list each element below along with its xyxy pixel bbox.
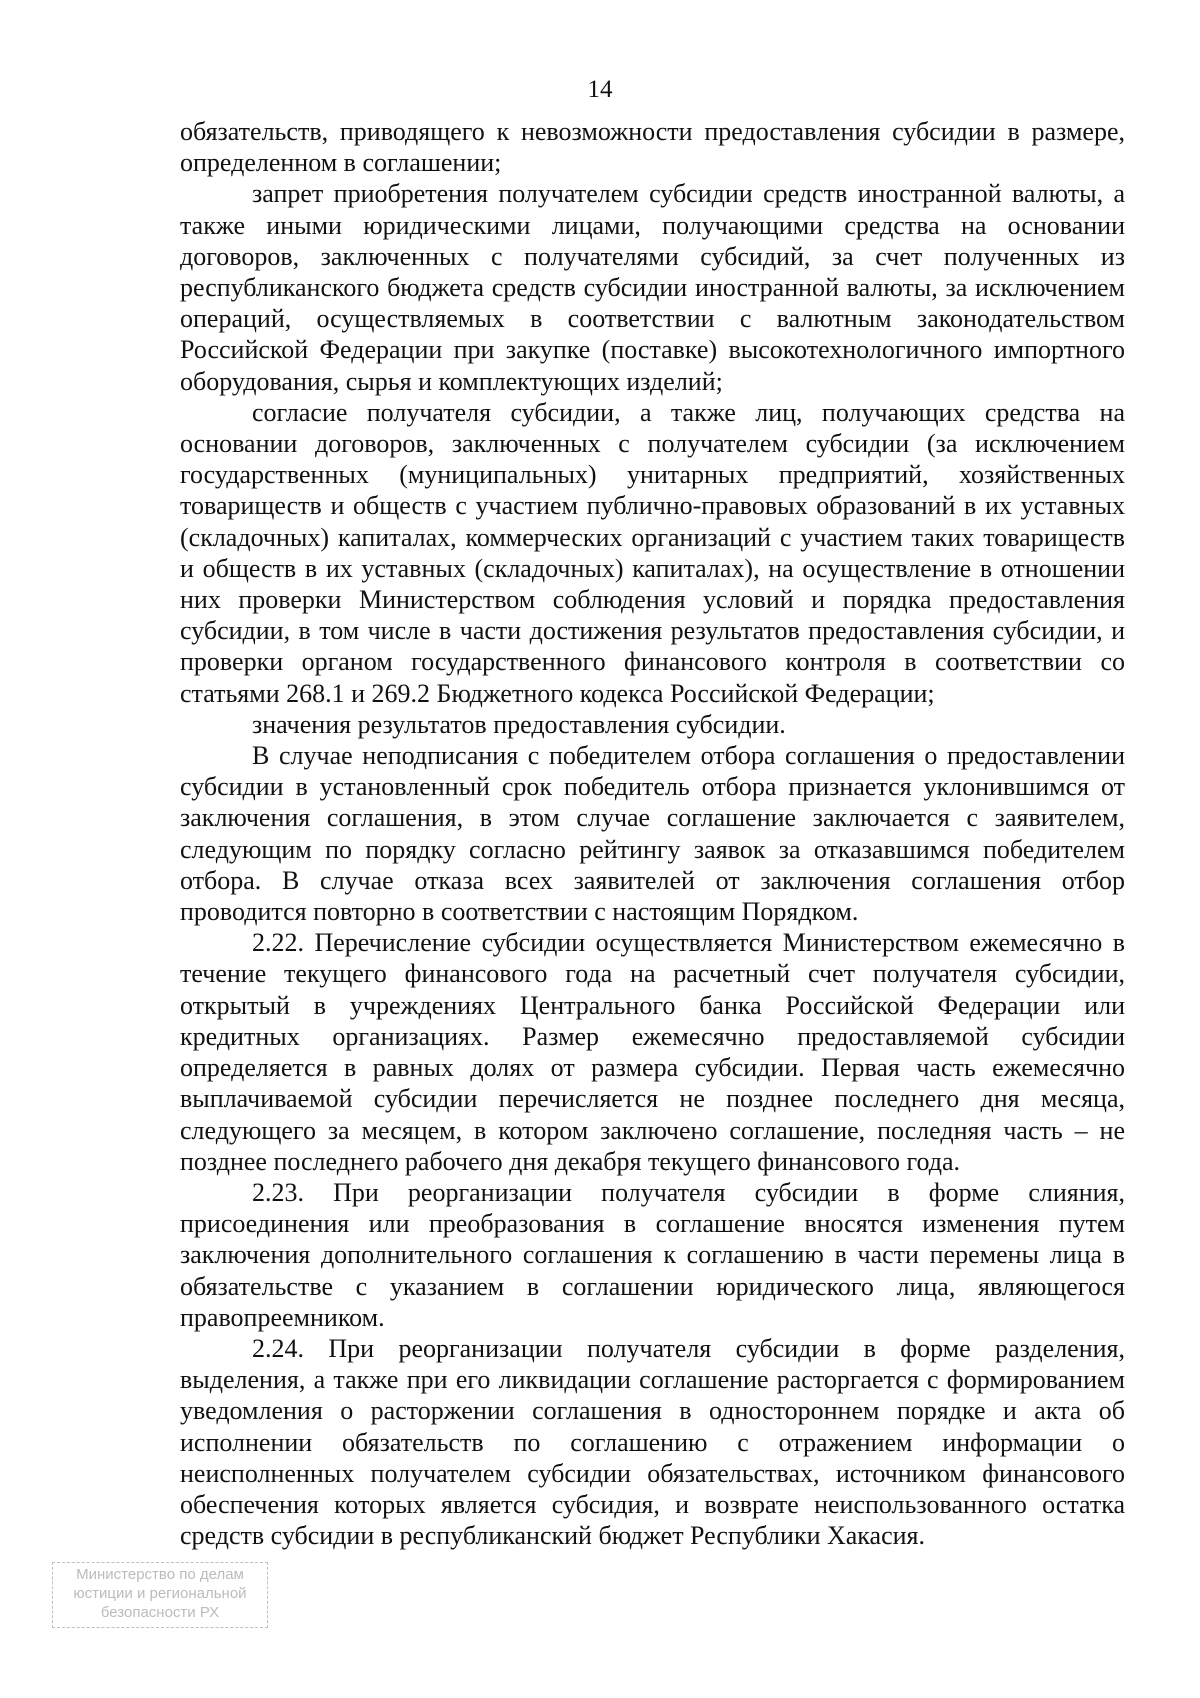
- stamp-line: юстиции и региональной: [73, 1585, 247, 1602]
- paragraph: согласие получателя субсидии, а также лиц, получающих средства на основании договоров, заключенных с получателем субсидии (за исключением государственных (муниципальных) унитарных предприятий, хозяйственных товариществ и обществ с участием публично-правовых образований в их уставных (складочных) капиталах, коммерческих организаций с участием таких товариществ и обществ в их уставных (складочных) капиталах), на осуществление в отношении них проверки Министерством соблюдения условий и порядка предоставления субсидии, в том числе в части достижения результатов предоставления субсидии, и проверки органом государственного финансового контроля в соответствии со статьями 268.1 и 269.2 Бюджетного кодекса Российской Федерации;: [180, 397, 1125, 708]
- stamp-line: Министерство по делам: [76, 1566, 244, 1583]
- document-body: [180, 116, 1125, 1551]
- paragraph: 2.22. Перечисление субсидии осуществляется Министерством ежемесячно в течение текущего финансового года на расчетный счет получателя субсидии, открытый в учреждениях Центрального банка Российской Федерации или кредитных организациях. Размер ежемесячно предоставляемой субсидии определяется в равных долях от размера субсидии. Первая часть ежемесячно выплачиваемой субсидии перечисляется не позднее последнего дня месяца, следующего за месяцем, в котором заключено соглашение, последняя часть – не позднее последнего рабочего дня декабря текущего финансового года.: [180, 928, 1125, 1176]
- paragraph: В случае неподписания с победителем отбора соглашения о предоставлении субсидии в установленный срок победитель отбора признается уклонившимся от заключения соглашения, в этом случае соглашение заключается с заявителем, следующим по порядку согласно рейтингу заявок за отказавшимся победителем отбора. В случае отказа всех заявителей от заключения соглашения отбор проводится повторно в соответствии с настоящим Порядком.: [180, 741, 1125, 927]
- paragraph: обязательств, приводящего к невозможности предоставления субсидии в размере, определенном в соглашении;: [180, 117, 1125, 178]
- page-number: 14: [587, 76, 613, 103]
- paragraph: значения результатов предоставления субсидии.: [252, 709, 786, 739]
- paragraph: запрет приобретения получателем субсидии средств иностранной валюты, а также иными юридическими лицами, получающими средства на основании договоров, заключенных с получателями субсидий, за счет полученных из республиканского бюджета средств субсидии иностранной валюты, за исключением операций, осуществляемых в соответствии с валютным законодательством Российской Федерации при закупке (поставке) высокотехнологичного импортного оборудования, сырья и комплектующих изделий;: [180, 179, 1125, 396]
- paragraph: 2.23. При реорганизации получателя субсидии в форме слияния, присоединения или преобразования в соглашение вносятся изменения путем заключения дополнительного соглашения к соглашению в части перемены лица в обязательстве с указанием в соглашении юридического лица, являющегося правопреемником.: [180, 1177, 1125, 1332]
- paragraph: 2.24. При реорганизации получателя субсидии в форме разделения, выделения, а также при его ликвидации соглашение расторгается с формированием уведомления о расторжении соглашения в одностороннем порядке и акта об исполнении обязательств по соглашению с отражением информации о неисполненных получателем субсидии обязательствах, источником финансового обеспечения которых является субсидия, и возврате неиспользованного остатка средств субсидии в республиканский бюджет Республики Хакасия.: [180, 1333, 1125, 1551]
- stamp-line: безопасности РХ: [100, 1604, 220, 1621]
- registration-stamp: [52, 1562, 268, 1628]
